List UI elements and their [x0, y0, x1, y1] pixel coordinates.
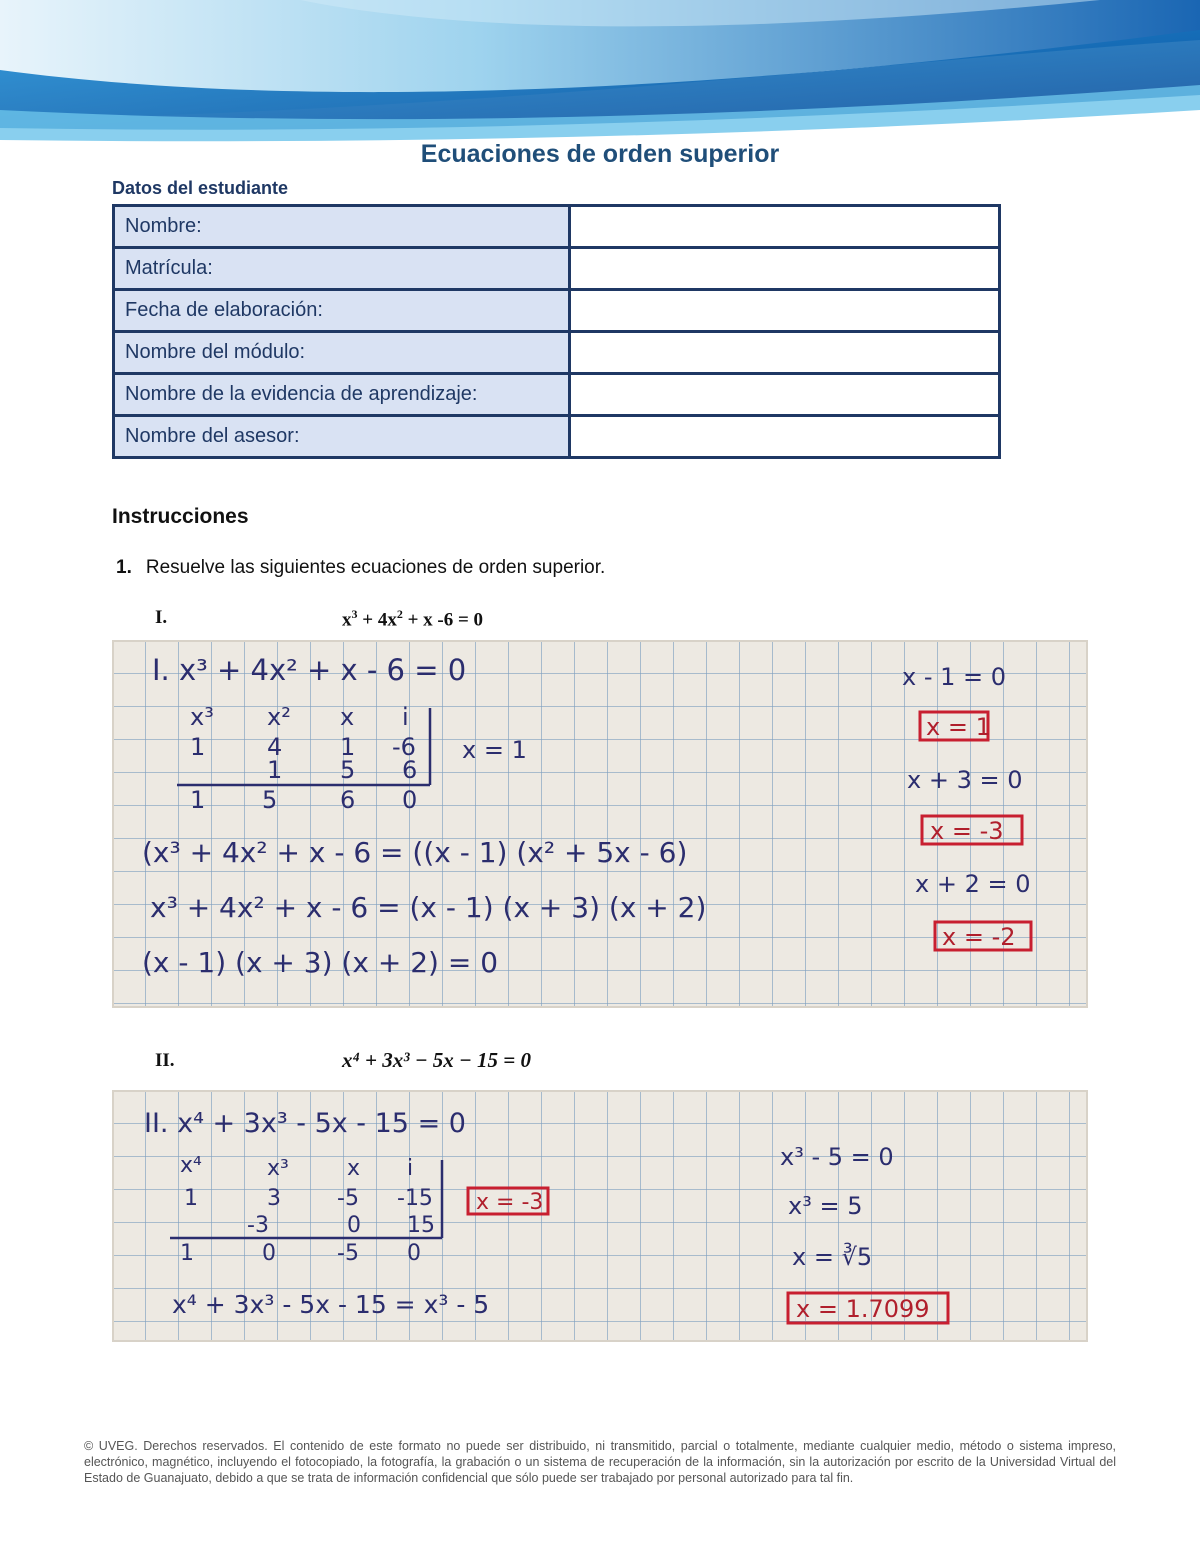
hw-syn-head: x³ [190, 703, 214, 731]
hw-syn-cell: -6 [392, 733, 416, 761]
handwritten-photo-2 [112, 1090, 1088, 1347]
hw-syn-cell: 15 [407, 1213, 435, 1238]
table-row [114, 416, 1000, 458]
hw-line: (x³ + 4x² + x - 6 = ((x - 1) (x² + 5x - 6) [142, 836, 688, 869]
hw-answer: x = 1 [926, 713, 991, 741]
grid-paper-2 [112, 1090, 1088, 1342]
hw-side-step: x + 2 = 0 [915, 870, 1031, 898]
banner-graphic [0, 0, 1200, 145]
hw-syn-head: x² [267, 703, 291, 731]
instruction-text: Resuelve las siguientes ecuaciones de orden superior. [145, 557, 606, 578]
hw-syn-cell: 0 [407, 1241, 421, 1266]
hw-side-step: x - 1 = 0 [902, 663, 1007, 691]
problem-equation: x⁴ + 3x³ − 5x − 15 = 0 [342, 1048, 531, 1072]
field-value-module[interactable] [570, 332, 1000, 374]
hw-syn-cell: 1 [180, 1241, 194, 1266]
field-value-name[interactable] [570, 206, 1000, 248]
eq-exponent: 3 [351, 607, 358, 621]
hw-heading: II. x⁴ + 3x³ - 5x - 15 = 0 [144, 1108, 466, 1139]
hw-side-step: x + 3 = 0 [907, 766, 1023, 794]
table-row [114, 206, 1000, 248]
hw-answer: x = -2 [942, 923, 1016, 951]
table-row [114, 332, 1000, 374]
instruction-item [116, 557, 605, 579]
hw-root-note: x = 1 [462, 736, 527, 764]
student-data-table [112, 204, 1001, 459]
hw-answer: x = 1.7099 [796, 1295, 930, 1323]
hw-line: (x - 1) (x + 3) (x + 2) = 0 [142, 946, 499, 979]
hw-syn-cell: 1 [184, 1186, 198, 1211]
eq-part: + 4x [357, 609, 397, 631]
hw-syn-cell: 5 [262, 786, 278, 814]
field-value-evidence[interactable] [570, 374, 1000, 416]
problem-label: I. [155, 607, 168, 628]
hw-syn-cell: 1 [190, 786, 206, 814]
field-label: Nombre: [114, 206, 570, 248]
hw-side-step: x³ - 5 = 0 [780, 1143, 894, 1171]
hw-syn-cell: 3 [267, 1186, 281, 1211]
hw-syn-head: x [347, 1156, 361, 1181]
hw-heading: I. x³ + 4x² + x - 6 = 0 [152, 653, 467, 687]
instruction-number: 1. [116, 557, 132, 578]
hw-syn-cell: 4 [267, 733, 283, 761]
hw-syn-head: i [402, 703, 409, 731]
hw-root-note: x = -3 [476, 1190, 544, 1215]
hw-side-step: x³ = 5 [788, 1192, 863, 1220]
hw-syn-head: x [340, 703, 355, 731]
hw-syn-head: i [407, 1156, 414, 1181]
eq-part: + x -6 = 0 [402, 609, 484, 631]
copyright-footer: © UVEG. Derechos reservados. El contenido de este formato no puede ser distribuido, ni transmitido, parcial o totalmente, mediante cualquier medio, método o sistema impreso, electrónico, magnético, incluyendo el fotocopiado, la fotografía, la grabación o un sistema de recuperación de la información, sin la autorización por escrito de la Universidad Virtual del Estado de Guanajuato, debido a que se trata de información confidencial que sólo puede ser trabajado por personal autorizado para tal fin. [84, 1439, 1116, 1485]
field-label: Nombre del asesor: [114, 416, 570, 458]
hw-line: x³ + 4x² + x - 6 = (x - 1) (x + 3) (x + 2) [150, 891, 707, 924]
eq-exponent: 2 [396, 607, 403, 621]
hw-side-step: x = ∛5 [792, 1243, 873, 1271]
page-title: Ecuaciones de orden superior [420, 140, 780, 168]
hw-syn-cell: -5 [337, 1186, 359, 1211]
field-label: Nombre del módulo: [114, 332, 570, 374]
field-value-matricula[interactable] [570, 248, 1000, 290]
table-row [114, 248, 1000, 290]
hw-syn-cell: 1 [340, 733, 356, 761]
hw-syn-head: x⁴ [180, 1153, 202, 1178]
hw-syn-cell: 1 [190, 733, 206, 761]
hw-syn-head: x³ [267, 1156, 289, 1181]
problem-label: II. [155, 1050, 175, 1071]
grid-paper-1 [112, 640, 1088, 1008]
problem-equation [342, 607, 483, 631]
table-row [114, 374, 1000, 416]
eq-part: x [342, 609, 352, 631]
field-label: Fecha de elaboración: [114, 290, 570, 332]
field-label: Nombre de la evidencia de aprendizaje: [114, 374, 570, 416]
hw-syn-cell: 5 [340, 756, 356, 784]
field-value-date[interactable] [570, 290, 1000, 332]
hw-syn-cell: 0 [402, 786, 418, 814]
hw-line: x⁴ + 3x³ - 5x - 15 = x³ - 5 [172, 1290, 490, 1319]
hw-syn-cell: -15 [397, 1186, 433, 1211]
table-row [114, 290, 1000, 332]
hw-answer: x = -3 [930, 817, 1004, 845]
hw-syn-cell: 6 [402, 756, 418, 784]
field-label: Matrícula: [114, 248, 570, 290]
hw-syn-cell: -5 [337, 1241, 359, 1266]
instructions-heading: Instrucciones [112, 505, 249, 528]
hw-syn-cell: -3 [247, 1213, 269, 1238]
header-banner [0, 0, 1200, 145]
field-value-advisor[interactable] [570, 416, 1000, 458]
hw-syn-cell: 6 [340, 786, 356, 814]
handwritten-photo-1 [112, 640, 1088, 1013]
hw-syn-cell: 0 [262, 1241, 276, 1266]
hw-syn-cell: 0 [347, 1213, 361, 1238]
hw-syn-cell: 1 [267, 756, 283, 784]
student-section-label: Datos del estudiante [112, 178, 289, 198]
